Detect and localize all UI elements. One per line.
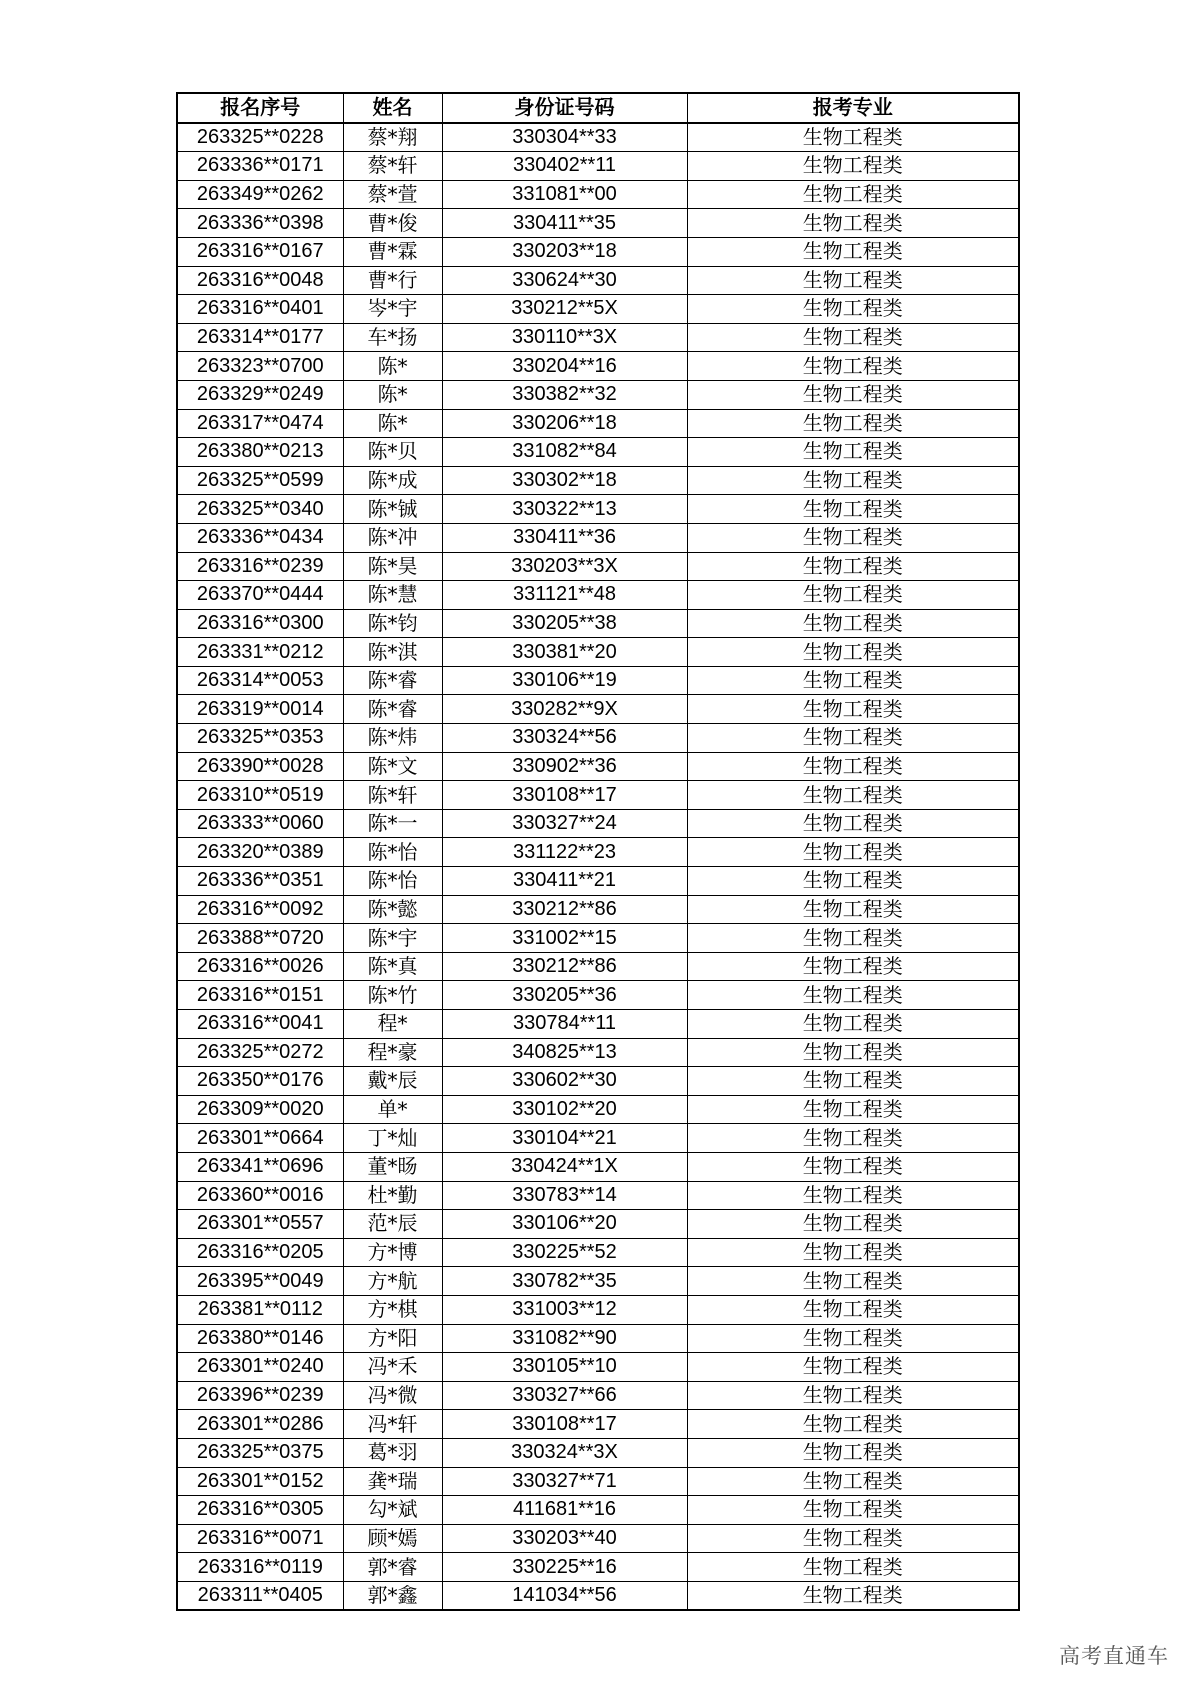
registration-number-cell: 263380**0146 xyxy=(177,1324,343,1353)
registration-number-cell: 263360**0016 xyxy=(177,1181,343,1210)
table-row xyxy=(177,152,1019,181)
name-cell: 陈*贝 xyxy=(343,438,442,467)
table-row xyxy=(177,1581,1019,1610)
registration-number-cell: 263325**0272 xyxy=(177,1038,343,1067)
id-card-number-cell: 331121**48 xyxy=(442,581,687,610)
registration-number-cell: 263325**0375 xyxy=(177,1438,343,1467)
table-row xyxy=(177,123,1019,152)
name-cell: 郭*睿 xyxy=(343,1553,442,1582)
id-card-number-cell: 330783**14 xyxy=(442,1181,687,1210)
table-row xyxy=(177,180,1019,209)
major-cell: 生物工程类 xyxy=(687,1124,1019,1153)
major-cell: 生物工程类 xyxy=(687,1324,1019,1353)
table-row xyxy=(177,809,1019,838)
major-cell: 生物工程类 xyxy=(687,352,1019,381)
major-cell: 生物工程类 xyxy=(687,1381,1019,1410)
name-cell: 戴*辰 xyxy=(343,1067,442,1096)
major-cell: 生物工程类 xyxy=(687,1496,1019,1525)
registration-number-cell: 263325**0599 xyxy=(177,466,343,495)
id-card-number-cell: 330411**35 xyxy=(442,209,687,238)
name-cell: 陈*昊 xyxy=(343,552,442,581)
table-row xyxy=(177,352,1019,381)
id-card-number-cell: 340825**13 xyxy=(442,1038,687,1067)
registration-number-cell: 263336**0434 xyxy=(177,523,343,552)
name-cell: 勾*斌 xyxy=(343,1496,442,1525)
major-cell: 生物工程类 xyxy=(687,1067,1019,1096)
registration-number-cell: 263349**0262 xyxy=(177,180,343,209)
name-cell: 董*旸 xyxy=(343,1152,442,1181)
registration-number-cell: 263316**0239 xyxy=(177,552,343,581)
registration-number-cell: 263396**0239 xyxy=(177,1381,343,1410)
table-row xyxy=(177,581,1019,610)
name-cell: 程* xyxy=(343,1010,442,1039)
name-cell: 陈*睿 xyxy=(343,666,442,695)
table-row xyxy=(177,1467,1019,1496)
name-cell: 冯*禾 xyxy=(343,1353,442,1382)
registration-number-cell: 263380**0213 xyxy=(177,438,343,467)
name-cell: 陈*宇 xyxy=(343,924,442,953)
id-card-number-cell: 330108**17 xyxy=(442,781,687,810)
id-card-number-cell: 330106**20 xyxy=(442,1210,687,1239)
id-card-number-cell: 331081**00 xyxy=(442,180,687,209)
admission-list-table xyxy=(176,92,1020,1611)
major-cell: 生物工程类 xyxy=(687,1524,1019,1553)
table-header-row xyxy=(177,93,1019,123)
major-cell: 生物工程类 xyxy=(687,581,1019,610)
registration-number-cell: 263395**0049 xyxy=(177,1267,343,1296)
registration-number-cell: 263325**0228 xyxy=(177,123,343,152)
id-card-number-cell: 330225**16 xyxy=(442,1553,687,1582)
major-cell: 生物工程类 xyxy=(687,152,1019,181)
major-cell: 生物工程类 xyxy=(687,1410,1019,1439)
table-row xyxy=(177,466,1019,495)
table-row xyxy=(177,924,1019,953)
table-row xyxy=(177,380,1019,409)
major-cell: 生物工程类 xyxy=(687,438,1019,467)
registration-number-cell: 263350**0176 xyxy=(177,1067,343,1096)
name-cell: 曹*行 xyxy=(343,266,442,295)
name-cell: 蔡*轩 xyxy=(343,152,442,181)
major-cell: 生物工程类 xyxy=(687,609,1019,638)
name-cell: 葛*羽 xyxy=(343,1438,442,1467)
table-row xyxy=(177,552,1019,581)
table-row xyxy=(177,1067,1019,1096)
id-card-number-cell: 330381**20 xyxy=(442,638,687,667)
major-cell: 生物工程类 xyxy=(687,123,1019,152)
major-cell: 生物工程类 xyxy=(687,552,1019,581)
major-cell: 生物工程类 xyxy=(687,1181,1019,1210)
table-row xyxy=(177,1496,1019,1525)
registration-number-cell: 263309**0020 xyxy=(177,1095,343,1124)
name-cell: 陈*成 xyxy=(343,466,442,495)
table-body xyxy=(177,123,1019,1611)
registration-number-cell: 263301**0664 xyxy=(177,1124,343,1153)
registration-number-cell: 263316**0041 xyxy=(177,1010,343,1039)
registration-number-cell: 263336**0171 xyxy=(177,152,343,181)
table-row xyxy=(177,209,1019,238)
name-cell: 蔡*翔 xyxy=(343,123,442,152)
name-cell: 单* xyxy=(343,1095,442,1124)
major-cell: 生物工程类 xyxy=(687,237,1019,266)
header-registration-number: 报名序号 xyxy=(177,93,343,123)
major-cell: 生物工程类 xyxy=(687,1553,1019,1582)
registration-number-cell: 263381**0112 xyxy=(177,1295,343,1324)
table-row xyxy=(177,1238,1019,1267)
id-card-number-cell: 330106**19 xyxy=(442,666,687,695)
table-row xyxy=(177,1210,1019,1239)
registration-number-cell: 263301**0240 xyxy=(177,1353,343,1382)
registration-number-cell: 263316**0305 xyxy=(177,1496,343,1525)
major-cell: 生物工程类 xyxy=(687,209,1019,238)
name-cell: 冯*轩 xyxy=(343,1410,442,1439)
name-cell: 陈*铖 xyxy=(343,495,442,524)
registration-number-cell: 263323**0700 xyxy=(177,352,343,381)
table-row xyxy=(177,981,1019,1010)
name-cell: 陈* xyxy=(343,409,442,438)
major-cell: 生物工程类 xyxy=(687,180,1019,209)
table-row xyxy=(177,1124,1019,1153)
name-cell: 陈* xyxy=(343,352,442,381)
registration-number-cell: 263316**0026 xyxy=(177,952,343,981)
registration-number-cell: 263316**0151 xyxy=(177,981,343,1010)
registration-number-cell: 263301**0557 xyxy=(177,1210,343,1239)
name-cell: 程*豪 xyxy=(343,1038,442,1067)
major-cell: 生物工程类 xyxy=(687,781,1019,810)
id-card-number-cell: 330624**30 xyxy=(442,266,687,295)
name-cell: 顾*嫣 xyxy=(343,1524,442,1553)
table-row xyxy=(177,1410,1019,1439)
registration-number-cell: 263325**0340 xyxy=(177,495,343,524)
id-card-number-cell: 330602**30 xyxy=(442,1067,687,1096)
name-cell: 陈*真 xyxy=(343,952,442,981)
registration-number-cell: 263317**0474 xyxy=(177,409,343,438)
table-row xyxy=(177,1010,1019,1039)
table-row xyxy=(177,867,1019,896)
id-card-number-cell: 330203**3X xyxy=(442,552,687,581)
id-card-number-cell: 330212**5X xyxy=(442,295,687,324)
name-cell: 蔡*萱 xyxy=(343,180,442,209)
registration-number-cell: 263325**0353 xyxy=(177,724,343,753)
name-cell: 陈*冲 xyxy=(343,523,442,552)
registration-number-cell: 263301**0152 xyxy=(177,1467,343,1496)
name-cell: 陈*怡 xyxy=(343,838,442,867)
registration-number-cell: 263316**0048 xyxy=(177,266,343,295)
id-card-number-cell: 330102**20 xyxy=(442,1095,687,1124)
major-cell: 生物工程类 xyxy=(687,1238,1019,1267)
registration-number-cell: 263316**0167 xyxy=(177,237,343,266)
id-card-number-cell: 141034**56 xyxy=(442,1581,687,1610)
registration-number-cell: 263388**0720 xyxy=(177,924,343,953)
table-row xyxy=(177,695,1019,724)
id-card-number-cell: 330784**11 xyxy=(442,1010,687,1039)
id-card-number-cell: 330108**17 xyxy=(442,1410,687,1439)
name-cell: 陈*懿 xyxy=(343,895,442,924)
major-cell: 生物工程类 xyxy=(687,809,1019,838)
major-cell: 生物工程类 xyxy=(687,1010,1019,1039)
major-cell: 生物工程类 xyxy=(687,409,1019,438)
major-cell: 生物工程类 xyxy=(687,867,1019,896)
id-card-number-cell: 330402**11 xyxy=(442,152,687,181)
registration-number-cell: 263331**0212 xyxy=(177,638,343,667)
table-row xyxy=(177,523,1019,552)
major-cell: 生物工程类 xyxy=(687,323,1019,352)
watermark-text: 高考直通车 xyxy=(1059,1644,1169,1668)
major-cell: 生物工程类 xyxy=(687,724,1019,753)
registration-number-cell: 263314**0177 xyxy=(177,323,343,352)
major-cell: 生物工程类 xyxy=(687,638,1019,667)
id-card-number-cell: 330205**38 xyxy=(442,609,687,638)
registration-number-cell: 263333**0060 xyxy=(177,809,343,838)
id-card-number-cell: 330304**33 xyxy=(442,123,687,152)
table-row xyxy=(177,1381,1019,1410)
registration-number-cell: 263311**0405 xyxy=(177,1581,343,1610)
major-cell: 生物工程类 xyxy=(687,695,1019,724)
name-cell: 龚*瑞 xyxy=(343,1467,442,1496)
major-cell: 生物工程类 xyxy=(687,895,1019,924)
name-cell: 岑*宇 xyxy=(343,295,442,324)
major-cell: 生物工程类 xyxy=(687,523,1019,552)
name-cell: 方*棋 xyxy=(343,1295,442,1324)
name-cell: 陈*一 xyxy=(343,809,442,838)
id-card-number-cell: 331122**23 xyxy=(442,838,687,867)
major-cell: 生物工程类 xyxy=(687,1353,1019,1382)
table-row xyxy=(177,895,1019,924)
table-row xyxy=(177,295,1019,324)
header-name: 姓名 xyxy=(343,93,442,123)
id-card-number-cell: 330327**66 xyxy=(442,1381,687,1410)
id-card-number-cell: 330206**18 xyxy=(442,409,687,438)
registration-number-cell: 263316**0071 xyxy=(177,1524,343,1553)
id-card-number-cell: 330327**71 xyxy=(442,1467,687,1496)
table-row xyxy=(177,1038,1019,1067)
name-cell: 陈*炜 xyxy=(343,724,442,753)
id-card-number-cell: 331002**15 xyxy=(442,924,687,953)
registration-number-cell: 263329**0249 xyxy=(177,380,343,409)
major-cell: 生物工程类 xyxy=(687,466,1019,495)
registration-number-cell: 263310**0519 xyxy=(177,781,343,810)
id-card-number-cell: 330782**35 xyxy=(442,1267,687,1296)
id-card-number-cell: 331082**90 xyxy=(442,1324,687,1353)
registration-number-cell: 263316**0401 xyxy=(177,295,343,324)
name-cell: 曹*霖 xyxy=(343,237,442,266)
major-cell: 生物工程类 xyxy=(687,838,1019,867)
table-row xyxy=(177,609,1019,638)
name-cell: 陈*慧 xyxy=(343,581,442,610)
table-row xyxy=(177,1553,1019,1582)
table-row xyxy=(177,638,1019,667)
registration-number-cell: 263341**0696 xyxy=(177,1152,343,1181)
name-cell: 范*辰 xyxy=(343,1210,442,1239)
registration-number-cell: 263370**0444 xyxy=(177,581,343,610)
table-row xyxy=(177,323,1019,352)
name-cell: 陈*钧 xyxy=(343,609,442,638)
id-card-number-cell: 330212**86 xyxy=(442,952,687,981)
registration-number-cell: 263320**0389 xyxy=(177,838,343,867)
id-card-number-cell: 331003**12 xyxy=(442,1295,687,1324)
table-row xyxy=(177,1524,1019,1553)
registration-number-cell: 263336**0351 xyxy=(177,867,343,896)
major-cell: 生物工程类 xyxy=(687,1152,1019,1181)
table-row xyxy=(177,1324,1019,1353)
table-row xyxy=(177,438,1019,467)
major-cell: 生物工程类 xyxy=(687,1210,1019,1239)
name-cell: 方*航 xyxy=(343,1267,442,1296)
id-card-number-cell: 330322**13 xyxy=(442,495,687,524)
id-card-number-cell: 330110**3X xyxy=(442,323,687,352)
major-cell: 生物工程类 xyxy=(687,1438,1019,1467)
id-card-number-cell: 330424**1X xyxy=(442,1152,687,1181)
table-row xyxy=(177,952,1019,981)
major-cell: 生物工程类 xyxy=(687,380,1019,409)
id-card-number-cell: 330204**16 xyxy=(442,352,687,381)
id-card-number-cell: 330205**36 xyxy=(442,981,687,1010)
id-card-number-cell: 330324**3X xyxy=(442,1438,687,1467)
table-row xyxy=(177,666,1019,695)
id-card-number-cell: 330382**32 xyxy=(442,380,687,409)
major-cell: 生物工程类 xyxy=(687,924,1019,953)
table-row xyxy=(177,409,1019,438)
name-cell: 陈*睿 xyxy=(343,695,442,724)
id-card-number-cell: 330411**21 xyxy=(442,867,687,896)
registration-number-cell: 263314**0053 xyxy=(177,666,343,695)
table-row xyxy=(177,1095,1019,1124)
major-cell: 生物工程类 xyxy=(687,1038,1019,1067)
major-cell: 生物工程类 xyxy=(687,666,1019,695)
table-row xyxy=(177,266,1019,295)
id-card-number-cell: 330212**86 xyxy=(442,895,687,924)
id-card-number-cell: 330104**21 xyxy=(442,1124,687,1153)
name-cell: 冯*微 xyxy=(343,1381,442,1410)
table-row xyxy=(177,237,1019,266)
major-cell: 生物工程类 xyxy=(687,981,1019,1010)
major-cell: 生物工程类 xyxy=(687,1295,1019,1324)
name-cell: 陈* xyxy=(343,380,442,409)
id-card-number-cell: 330902**36 xyxy=(442,752,687,781)
major-cell: 生物工程类 xyxy=(687,1267,1019,1296)
major-cell: 生物工程类 xyxy=(687,1467,1019,1496)
major-cell: 生物工程类 xyxy=(687,495,1019,524)
id-card-number-cell: 331082**84 xyxy=(442,438,687,467)
table-row xyxy=(177,1181,1019,1210)
id-card-number-cell: 411681**16 xyxy=(442,1496,687,1525)
id-card-number-cell: 330225**52 xyxy=(442,1238,687,1267)
header-id-card-number: 身份证号码 xyxy=(442,93,687,123)
registration-number-cell: 263316**0092 xyxy=(177,895,343,924)
major-cell: 生物工程类 xyxy=(687,1095,1019,1124)
registration-number-cell: 263316**0205 xyxy=(177,1238,343,1267)
table-row xyxy=(177,1152,1019,1181)
table-row xyxy=(177,752,1019,781)
header-major: 报考专业 xyxy=(687,93,1019,123)
registration-number-cell: 263301**0286 xyxy=(177,1410,343,1439)
name-cell: 杜*勤 xyxy=(343,1181,442,1210)
name-cell: 方*阳 xyxy=(343,1324,442,1353)
name-cell: 陈*怡 xyxy=(343,867,442,896)
name-cell: 曹*俊 xyxy=(343,209,442,238)
id-card-number-cell: 330327**24 xyxy=(442,809,687,838)
registration-number-cell: 263316**0119 xyxy=(177,1553,343,1582)
name-cell: 陈*淇 xyxy=(343,638,442,667)
name-cell: 丁*灿 xyxy=(343,1124,442,1153)
name-cell: 陈*轩 xyxy=(343,781,442,810)
table-row xyxy=(177,838,1019,867)
registration-number-cell: 263319**0014 xyxy=(177,695,343,724)
id-card-number-cell: 330203**18 xyxy=(442,237,687,266)
table-row xyxy=(177,1267,1019,1296)
major-cell: 生物工程类 xyxy=(687,1581,1019,1610)
id-card-number-cell: 330105**10 xyxy=(442,1353,687,1382)
name-cell: 方*博 xyxy=(343,1238,442,1267)
table-row xyxy=(177,781,1019,810)
id-card-number-cell: 330411**36 xyxy=(442,523,687,552)
id-card-number-cell: 330302**18 xyxy=(442,466,687,495)
major-cell: 生物工程类 xyxy=(687,752,1019,781)
major-cell: 生物工程类 xyxy=(687,295,1019,324)
registration-number-cell: 263390**0028 xyxy=(177,752,343,781)
table-row xyxy=(177,724,1019,753)
major-cell: 生物工程类 xyxy=(687,266,1019,295)
table-row xyxy=(177,1353,1019,1382)
id-card-number-cell: 330324**56 xyxy=(442,724,687,753)
registration-number-cell: 263336**0398 xyxy=(177,209,343,238)
name-cell: 郭*鑫 xyxy=(343,1581,442,1610)
registration-number-cell: 263316**0300 xyxy=(177,609,343,638)
table-row xyxy=(177,1295,1019,1324)
id-card-number-cell: 330203**40 xyxy=(442,1524,687,1553)
name-cell: 陈*竹 xyxy=(343,981,442,1010)
name-cell: 陈*文 xyxy=(343,752,442,781)
id-card-number-cell: 330282**9X xyxy=(442,695,687,724)
name-cell: 车*扬 xyxy=(343,323,442,352)
table-row xyxy=(177,495,1019,524)
table-row xyxy=(177,1438,1019,1467)
major-cell: 生物工程类 xyxy=(687,952,1019,981)
